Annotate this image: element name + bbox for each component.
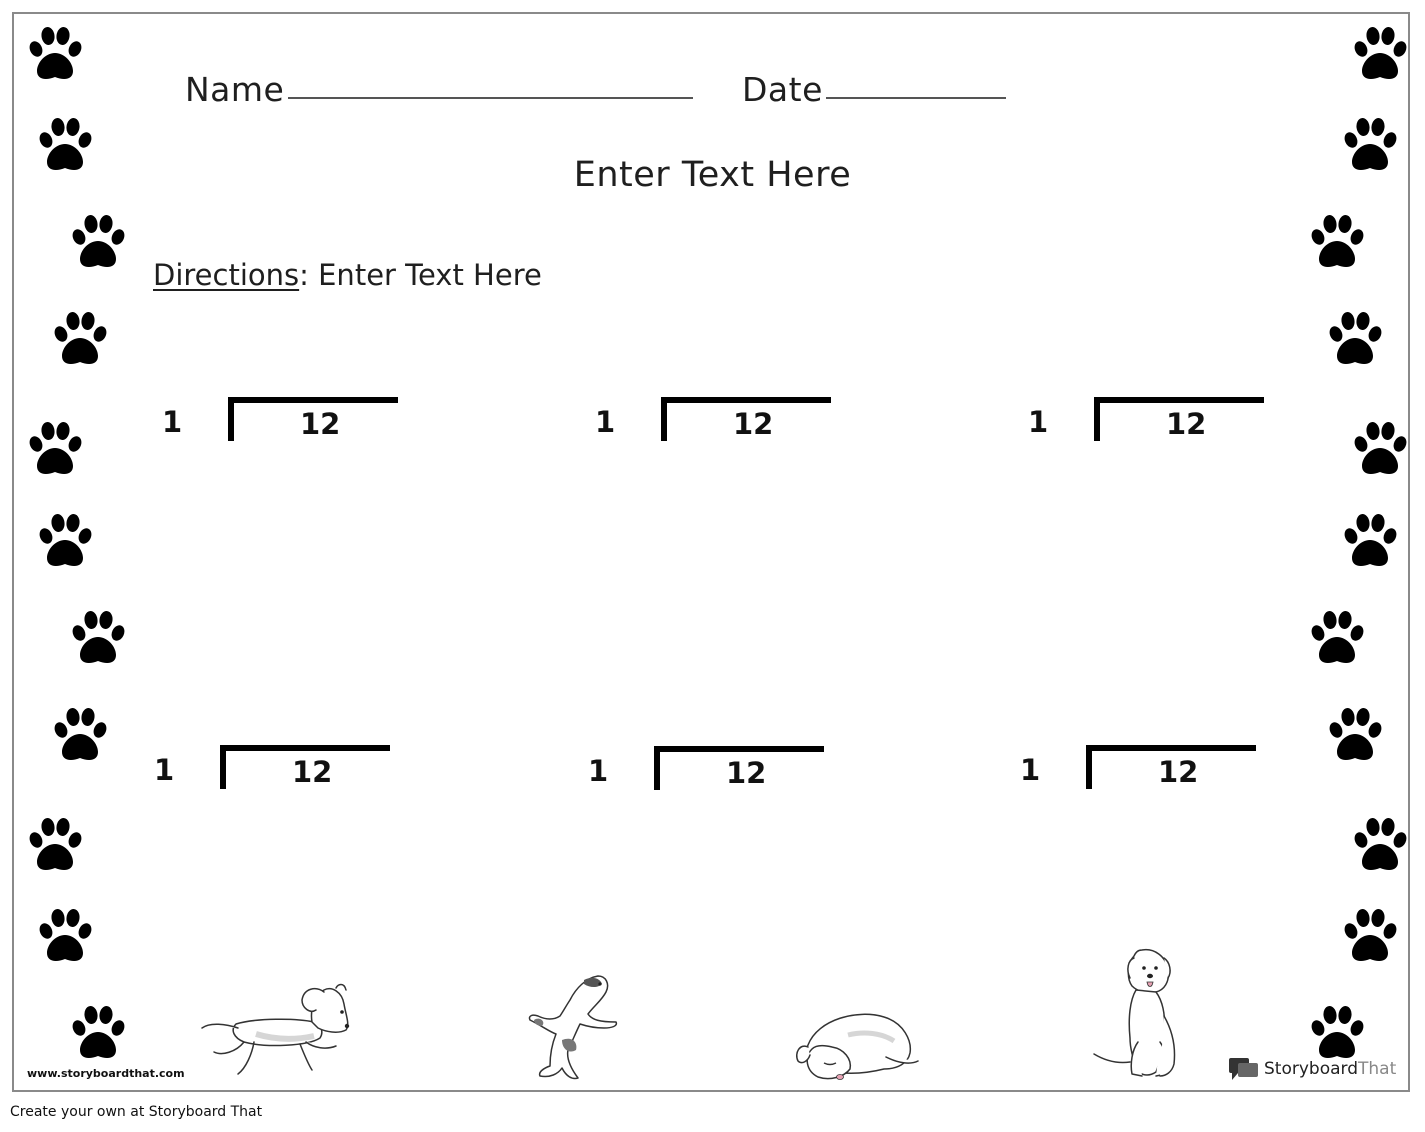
paw-print-icon bbox=[1340, 907, 1400, 967]
paw-print-icon bbox=[25, 816, 85, 876]
logo-that: That bbox=[1358, 1059, 1397, 1079]
divisor: 1 bbox=[162, 405, 183, 439]
paw-print-icon bbox=[68, 609, 128, 669]
paw-print-icon bbox=[50, 310, 110, 370]
name-label: Name bbox=[185, 70, 285, 109]
dog-running-icon bbox=[196, 982, 354, 1082]
dividend: 12 bbox=[1166, 407, 1207, 441]
paw-print-icon bbox=[68, 1004, 128, 1064]
divisor: 1 bbox=[1028, 405, 1049, 439]
paw-print-icon bbox=[25, 25, 85, 85]
directions-label: Directions bbox=[153, 258, 300, 292]
paw-print-icon bbox=[25, 420, 85, 480]
paw-print-icon bbox=[1340, 512, 1400, 572]
divisor: 1 bbox=[1020, 753, 1041, 787]
paw-print-icon bbox=[1307, 609, 1367, 669]
paw-print-icon bbox=[50, 706, 110, 766]
paw-print-icon bbox=[1307, 213, 1367, 273]
paw-print-icon bbox=[1325, 706, 1385, 766]
paw-print-icon bbox=[1325, 310, 1385, 370]
paw-print-icon bbox=[1350, 420, 1410, 480]
directions-text: : Enter Text Here bbox=[299, 258, 542, 292]
worksheet-title: Enter Text Here bbox=[573, 155, 852, 195]
storyboardthat-logo[interactable] bbox=[1228, 1056, 1396, 1082]
paw-print-icon bbox=[68, 213, 128, 273]
paw-print-icon bbox=[1350, 25, 1410, 85]
division-problem bbox=[162, 397, 412, 447]
paw-print-icon bbox=[35, 512, 95, 572]
directions bbox=[153, 258, 542, 292]
storyboardthat-logo-text bbox=[1264, 1059, 1396, 1079]
division-problem bbox=[1020, 745, 1270, 795]
paw-print-icon bbox=[35, 907, 95, 967]
name-field-line[interactable] bbox=[288, 97, 693, 99]
storyboardthat-logo-icon bbox=[1228, 1056, 1260, 1082]
dog-sitting-icon bbox=[1090, 946, 1190, 1082]
dividend: 12 bbox=[1158, 755, 1199, 789]
dog-jumping-icon bbox=[520, 970, 620, 1082]
dividend: 12 bbox=[292, 755, 333, 789]
dividend: 12 bbox=[733, 407, 774, 441]
division-problem bbox=[1028, 397, 1278, 447]
source-url[interactable]: www.storyboardthat.com bbox=[27, 1067, 185, 1080]
date-field-line[interactable] bbox=[826, 97, 1006, 99]
paw-print-icon bbox=[1307, 1004, 1367, 1064]
date-label: Date bbox=[742, 70, 823, 109]
divisor: 1 bbox=[588, 754, 609, 788]
dog-sleeping-icon bbox=[788, 1005, 920, 1085]
division-problem bbox=[588, 746, 838, 796]
footer-caption: Create your own at Storyboard That bbox=[10, 1104, 263, 1120]
division-problem bbox=[154, 745, 404, 795]
divisor: 1 bbox=[154, 753, 175, 787]
dividend: 12 bbox=[300, 407, 341, 441]
logo-story: Storyboard bbox=[1264, 1059, 1358, 1079]
dividend: 12 bbox=[726, 756, 767, 790]
divisor: 1 bbox=[595, 405, 616, 439]
paw-print-icon bbox=[1350, 816, 1410, 876]
division-problem bbox=[595, 397, 845, 447]
